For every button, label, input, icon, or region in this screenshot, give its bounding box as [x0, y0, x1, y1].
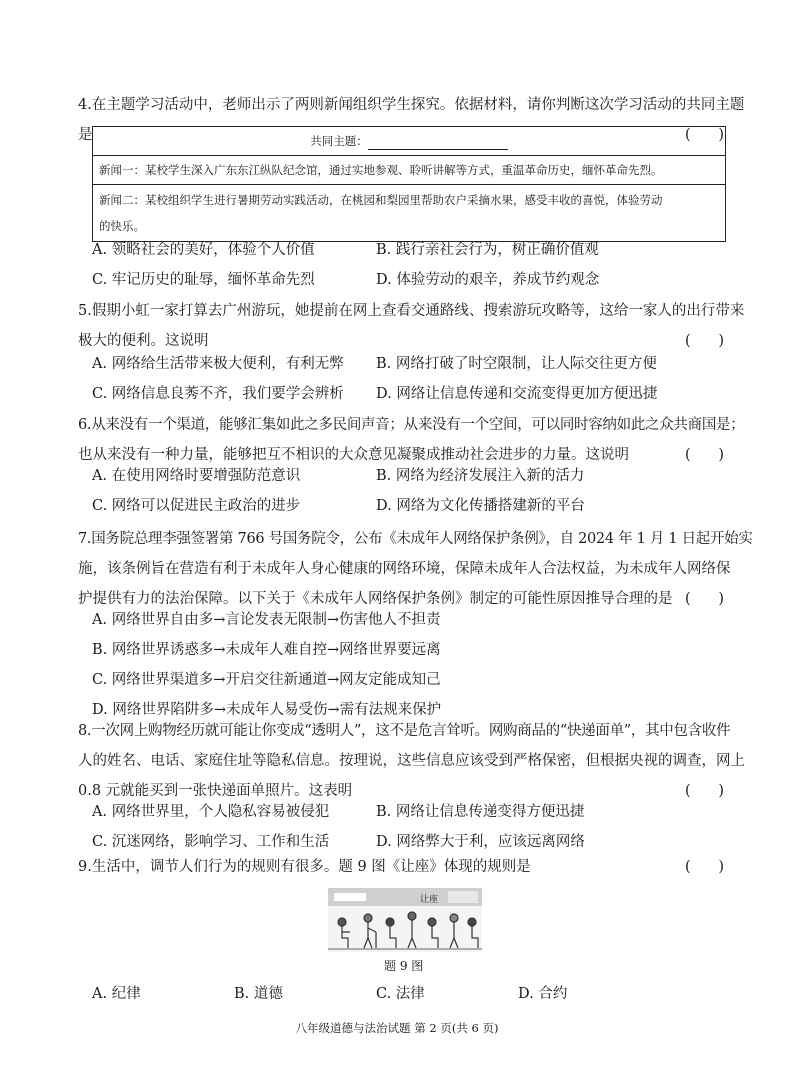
option-6C[interactable]: C. 网络可以促进民主政治的进步 — [92, 498, 301, 514]
option-9C[interactable]: C. 法律 — [376, 986, 425, 1002]
option-4D[interactable]: D. 体验劳动的艰辛，养成节约观念 — [376, 272, 600, 288]
answer-blank-4[interactable]: ( ) — [685, 127, 724, 143]
option-8C[interactable]: C. 沉迷网络，影响学习、工作和生活 — [92, 834, 330, 850]
theme-blank[interactable] — [368, 135, 508, 150]
option-8B[interactable]: B. 网络让信息传递变得方便迅捷 — [376, 804, 585, 820]
page-footer: 八年级道德与法治试题 第 2 页(共 6 页) — [295, 1021, 499, 1035]
option-6B[interactable]: B. 网络为经济发展注入新的活力 — [376, 468, 585, 484]
news-two: 新闻二：某校组织学生进行暑期劳动实践活动，在桃园和梨园里帮助农户采摘水果，感受丰收的喜悦，体验劳动 的快乐。 — [93, 184, 725, 241]
question-6 — [78, 410, 745, 470]
answer-blank-6[interactable]: ( ) — [685, 447, 724, 463]
question-9 — [78, 852, 724, 882]
question-7 — [78, 524, 753, 614]
cartoon-title: 让座 — [420, 895, 439, 905]
answer-blank-9[interactable]: ( ) — [685, 859, 724, 875]
option-4A[interactable]: A. 领略社会的美好，体验个人价值 — [92, 242, 315, 258]
news-table-header: 共同主题： — [93, 127, 725, 155]
question-8-stem-line1: 8.一次网上购物经历就可能让你变成“透明人”，这不是危言耸听。网购商品的“快递面单”，其中包含收件 — [78, 723, 731, 739]
question-7-stem-line3: 护提供有力的法治保障。以下关于《未成年人网络保护条例》制定的可能性原因推导合理的是 — [78, 591, 673, 607]
option-8A[interactable]: A. 网络世界里，个人隐私容易被侵犯 — [92, 804, 330, 820]
option-9A[interactable]: A. 纪律 — [92, 986, 141, 1002]
option-7B[interactable]: B. 网络世界诱惑多→未成年人难自控→网络世界要远离 — [92, 642, 441, 658]
option-4C[interactable]: C. 牢记历史的耻辱，缅怀革命先烈 — [92, 272, 315, 288]
question-7-stem-line1: 7.国务院总理李强签署第 766 号国务院令，公布《未成年人网络保护条例》，自 2024 年 1 月 1 日起开始实 — [78, 531, 753, 547]
news-one: 新闻一：某校学生深入广东东江纵队纪念馆，通过实地参观、聆听讲解等方式，重温革命历史，缅怀革命先烈。 — [93, 155, 725, 184]
news-table — [92, 126, 726, 242]
answer-blank-8[interactable]: ( ) — [685, 783, 724, 799]
question-7-stem-line2: 施，该条例旨在营造有利于未成年人身心健康的网络环境，保障未成年人合法权益，为未成年人网络保 — [78, 561, 731, 577]
option-7D[interactable]: D. 网络世界陷阱多→未成年人易受伤→需有法规来保护 — [92, 702, 442, 718]
option-7C[interactable]: C. 网络世界渠道多→开启交往新通道→网友定能成知己 — [92, 672, 441, 688]
question-5 — [78, 296, 745, 356]
option-5B[interactable]: B. 网络打破了时空限制，让人际交往更方便 — [376, 356, 657, 372]
question-8-stem-line2: 人的姓名、电话、家庭住址等隐私信息。按理说，这些信息应该受到严格保密，但根据央视的调查，网上 — [78, 753, 745, 769]
option-7A[interactable]: A. 网络世界自由多→言论发表无限制→伤害他人不担责 — [92, 612, 441, 628]
figure-caption: 题 9 图 — [384, 959, 424, 973]
option-9B[interactable]: B. 道德 — [234, 986, 283, 1002]
answer-blank-7[interactable]: ( ) — [685, 591, 724, 607]
option-5A[interactable]: A. 网络给生活带来极大便利，有利无弊 — [92, 356, 344, 372]
option-5D[interactable]: D. 网络让信息传递和交流变得更加方便迅捷 — [376, 386, 658, 402]
question-4-stem-line2: 是 — [78, 127, 93, 143]
question-5-stem-line1: 5.假期小虹一家打算去广州游玩，她提前在网上查看交通路线、搜索游玩攻略等，这给一家人的出行带来 — [78, 303, 745, 319]
option-6D[interactable]: D. 网络为文化传播搭建新的平台 — [376, 498, 585, 514]
give-up-seat-cartoon — [328, 888, 482, 952]
option-4B[interactable]: B. 践行亲社会行为，树正确价值观 — [376, 242, 599, 258]
question-8 — [78, 716, 745, 806]
option-6A[interactable]: A. 在使用网络时要增强防范意识 — [92, 468, 301, 484]
question-9-stem: 9.生活中，调节人们行为的规则有很多。题 9 图《让座》体现的规则是 — [78, 859, 531, 875]
question-5-stem-line2: 极大的便利。这说明 — [78, 333, 209, 349]
question-6-stem-line1: 6.从来没有一个渠道，能够汇集如此之多民间声音；从来没有一个空间，可以同时容纳如此之众共商国是； — [78, 417, 745, 433]
question-8-stem-line3: 0.8 元就能买到一张快递面单照片。这表明 — [78, 783, 353, 799]
question-6-stem-line2: 也从来没有一种力量，能够把互不相识的大众意见凝聚成推动社会进步的力量。这说明 — [78, 447, 629, 463]
option-8D[interactable]: D. 网络弊大于利，应该远离网络 — [376, 834, 585, 850]
option-9D[interactable]: D. 合约 — [518, 986, 568, 1002]
answer-blank-5[interactable]: ( ) — [685, 333, 724, 349]
option-5C[interactable]: C. 网络信息良莠不齐，我们要学会辨析 — [92, 386, 344, 402]
question-4-stem-line1: 4.在主题学习活动中，老师出示了两则新闻组织学生探究。依据材料，请你判断这次学习活动的共同主题 — [78, 97, 745, 113]
